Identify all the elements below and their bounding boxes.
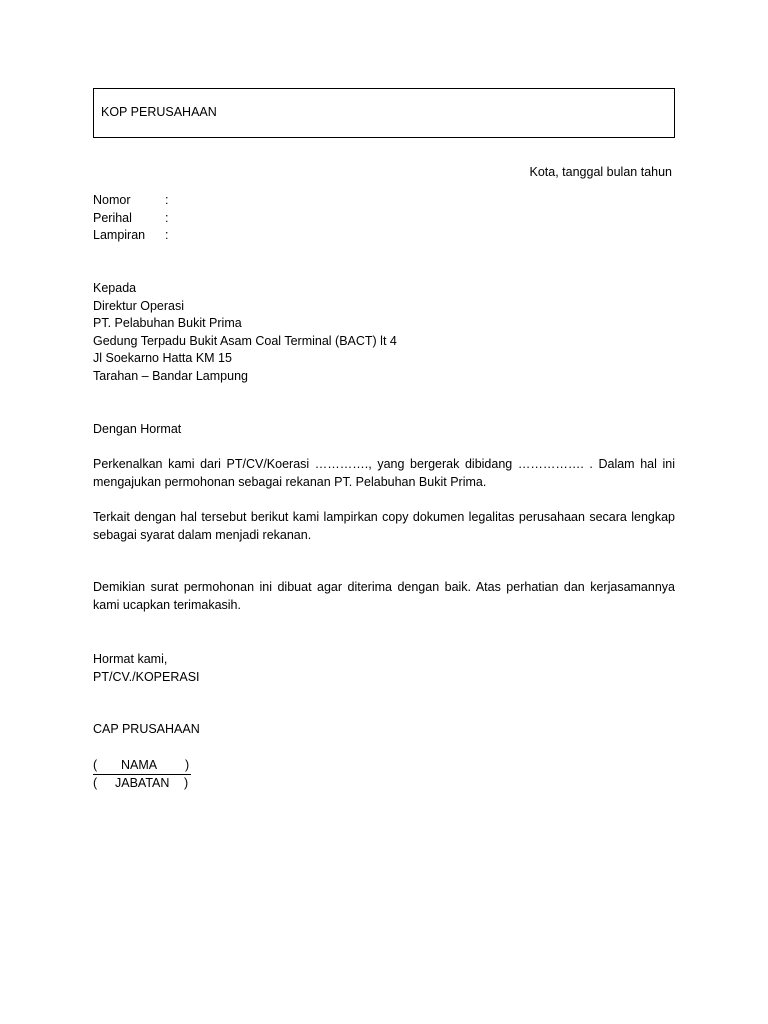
meta-label: Perihal [93, 210, 132, 225]
meta-row-perihal [93, 210, 175, 228]
open-paren: ( [93, 775, 98, 790]
letter-meta [93, 192, 175, 245]
close-paren: ) [184, 775, 189, 790]
signature-name-row [93, 757, 191, 775]
letter-page [93, 0, 675, 1024]
address-line: Gedung Terpadu Bukit Asam Coal Terminal (BACT) lt 4 [93, 333, 397, 348]
open-paren: ( [93, 758, 98, 772]
greeting: Dengan Hormat [93, 422, 182, 436]
address-line: Jl Soekarno Hatta KM 15 [93, 351, 232, 366]
meta-colon: : [165, 210, 169, 225]
closing-salutation: Hormat kami, [93, 652, 168, 666]
address-line: PT. Pelabuhan Bukit Prima [93, 316, 242, 331]
body-paragraph-attachment: Terkait dengan hal tersebut berikut kami lampirkan copy dokumen legalitas perusahaan secara lengkap sebagai syarat dalam menjadi rekanan. [93, 510, 675, 542]
address-line: Tarahan – Bandar Lampung [93, 368, 248, 383]
closing-block [93, 651, 200, 686]
meta-label: Lampiran [93, 228, 146, 243]
meta-row-nomor [93, 192, 175, 210]
stamp-label: CAP PRUSAHAAN [93, 722, 200, 736]
address-line: Kepada [93, 281, 137, 295]
meta-colon: : [165, 193, 169, 207]
meta-colon: : [165, 228, 169, 243]
date-line: Kota, tanggal bulan tahun [529, 165, 672, 179]
signature-title-row [93, 775, 193, 793]
meta-row-lampiran [93, 227, 175, 245]
signature-name: NAMA [121, 758, 158, 772]
recipient-address [93, 280, 397, 386]
body-paragraph-closing: Demikian surat permohonan ini dibuat agar diterima dengan baik. Atas perhatian dan kerjasamannya kami ucapkan terimakasih. [93, 580, 675, 612]
address-line: Direktur Operasi [93, 298, 184, 313]
signature-title: JABATAN [115, 775, 170, 790]
letterhead-box [93, 88, 675, 138]
signature-block [93, 757, 193, 792]
letterhead-text: KOP PERUSAHAAN [101, 105, 217, 119]
close-paren: ) [185, 758, 190, 772]
body-paragraph-intro: Perkenalkan kami dari PT/CV/Koerasi …………., yang bergerak dibidang ……………. . Dalam hal ini mengajukan permohonan sebagai rekanan PT. Pelabuhan Bukit Prima. [93, 457, 675, 489]
closing-company: PT/CV./KOPERASI [93, 669, 200, 684]
meta-label: Nomor [93, 193, 131, 207]
